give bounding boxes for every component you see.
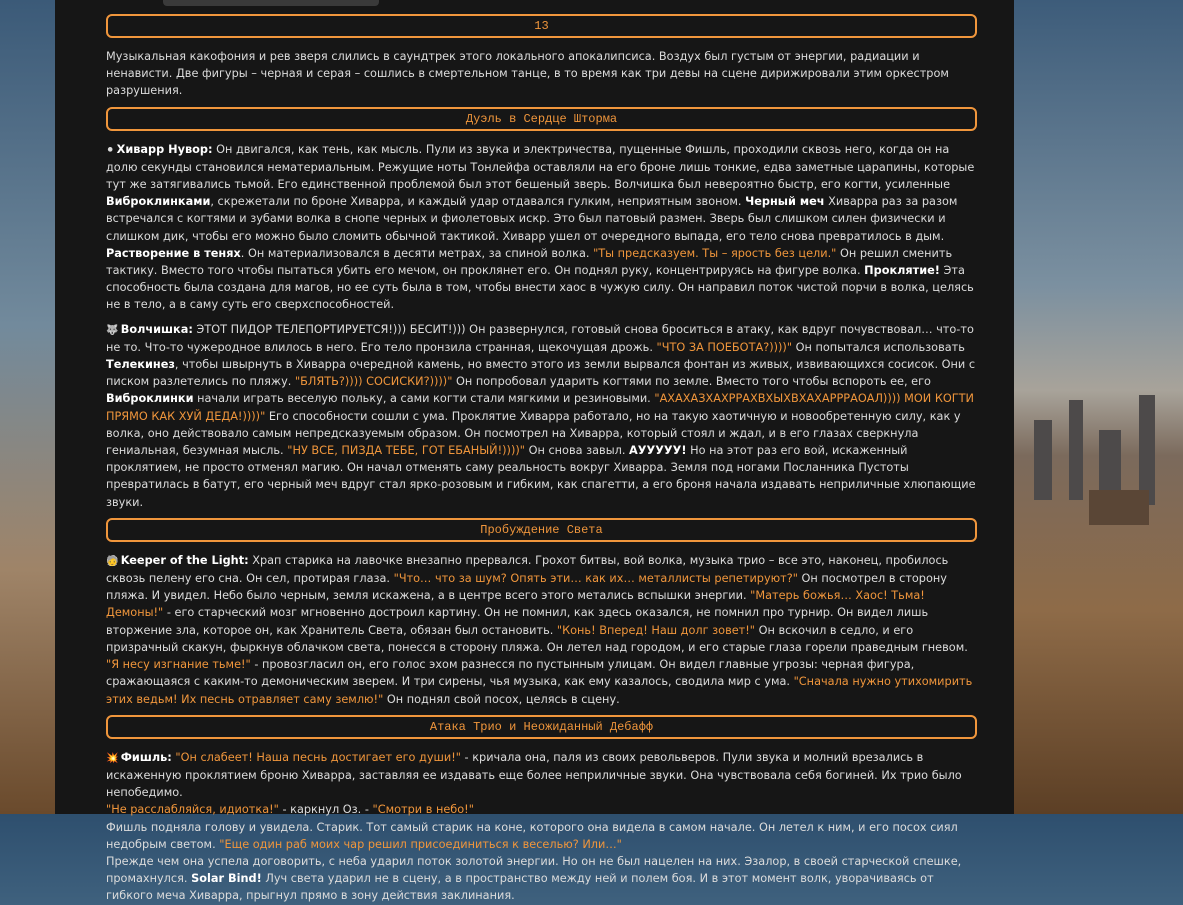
black-circle-icon: ⚫	[106, 144, 115, 156]
quote: "Ты предсказуем. Ты – ярость без цели."	[593, 246, 837, 260]
speaker-name: Keeper of the Light:	[120, 553, 249, 567]
background-left	[0, 0, 55, 814]
rock-formation	[1089, 490, 1149, 525]
quote: "ЧТО ЗА ПОЕБОТА?))))"	[656, 340, 793, 354]
intro-paragraph: Музыкальная какофония и рев зверя слились в саундтрек этого локального апокалипсиса. Воздух был густым от энергии, радиации и ненависти. Две фигуры – черная и серая – сошлись в смертельном танце, в то время как три девы на сцене дирижировали этим оркестром разрушения.	[106, 50, 949, 98]
background-right	[1014, 0, 1183, 814]
speaker-name: Фишль:	[120, 750, 172, 764]
quote: "Матерь божья… Хаос! Тьма! Демоны!"	[106, 589, 925, 620]
section-header-13: 13	[106, 14, 977, 38]
wolf-icon: 🐺	[106, 324, 119, 336]
speaker-name: Волчишка:	[120, 322, 193, 336]
rock-formation	[1069, 400, 1083, 500]
rock-formation	[1034, 420, 1052, 500]
hivarr-paragraph: ⚫ Хиварр Нувор: Он двигался, как тень, как мысль. Пули из звука и электричества, пущенные Фишль, проходили сквозь него, когда он на долю секунды становился нематериальным. Режущие ноты Тонлейфа оставляли на его броне лишь тонкие, едва заметные царапины, которые тут же затягивались тьмой. Его единственной проблемой был этот бешеный зверь. Волчишка был невероятно быстр, его когти, усиленные Виброклинками, скрежетали по броне Хиварра, и каждый удар отдавался гулким, неприятным звоном. Черный меч Хиварра раз за разом встречался с когтями и зубами волка в снопе черных и фиолетовых искр. Это был патовый размен. Зверь был слишком силен физически и слишком дик, чтобы его можно было сломить обычной тактикой. Хиварр ушел от очередного выпада, его тело снова превратилось в дым. Растворение в тенях. Он материализовался в десяти метрах, за спиной волка. "Ты предсказуем. Ты – ярость без цели." Он решил сменить тактику. Вместо того чтобы пытаться убить его мечом, он проклянет его. Он поднял руку, концентрируясь на фигуре волка. Проклятие! Эта способность была создана для магов, но ее суть была в том, чтобы внести хаос в чужую силу. Он направил поток чистой порчи в волка, целясь не в тело, а в саму суть его сверхспособностей.	[106, 142, 975, 312]
section-header-trio: Атака Трио и Неожиданный Дебафф	[106, 715, 977, 739]
section-header-light: Пробуждение Света	[106, 518, 977, 542]
rock-formation	[1139, 395, 1155, 505]
quote: "БЛЯТЬ?)))) СОСИСКИ?))))"	[294, 375, 453, 389]
old-man-icon: 🧓	[106, 555, 119, 567]
top-scroll-tab[interactable]	[163, 0, 379, 6]
speaker-name: Хиварр Нувор:	[116, 142, 213, 156]
quote: "АХАХАЗХАХРРАХВХЫХВХАХАРРРАОАЛ)))) МОИ КОГТИ ПРЯМО КАК ХУЙ ДЕДА!))))"	[106, 392, 974, 423]
quote: "Не расслабляйся, идиотка!"	[106, 803, 279, 817]
quote: "Что… что за шум? Опять эти… как их… металлисты репетируют?"	[393, 572, 798, 586]
quote: "НУ ВСЕ, ПИЗДА ТЕБЕ, ГОТ ЕБАНЫЙ!))))"	[287, 444, 525, 458]
quote: "Смотри в небо!"	[372, 803, 474, 817]
quote: "Еще один раб моих чар решил присоединиться к веселью? Или…"	[219, 837, 622, 851]
fishl-paragraph: 💥 Фишль: "Он слабеет! Наша песнь достигает его души!" - кричала она, паля из своих револьверов. Пули звука и молний врезались в искаженную проклятием броню Хиварра, заставляя ее издавать еще более неприличные звуки. Она чувствовала себя богиней. Их трио было непобедимо. "Не расслабляйся, идиотка!" - каркнул Оз. - "Смотри в небо!" Фишль подняла голову и увидела. Старик. Тот самый старик на коне, которого она видела в самом начале. Он летел к ним, и его посох сиял недобрым светом. "Еще один раб моих чар решил присоединиться к веселью? Или…" Прежде чем она успела договорить, с неба ударил поток золотой энергии. Но он не был нацелен на них. Эзалор, в своей старческой спешке, промахнулся. Solar Bind! Луч света ударил не в сцену, а в пространство между ней и полем боя. И в этот момент волк, уворачиваясь от гибкого меча Хиварра, прыгнул прямо в зону действия заклинания.	[106, 750, 962, 903]
wolf-paragraph: 🐺 Волчишка: ЭТОТ ПИДОР ТЕЛЕПОРТИРУЕТСЯ!))) БЕСИТ!))) Он развернулся, готовый снова броситься в атаку, как вдруг почувствовал… что-то не то. Что-то чужеродное влилось в него. Его тело пронзила странная, щекочущая дрожь. "ЧТО ЗА ПОЕБОТА?))))" Он попытался использовать Телекинез, чтобы швырнуть в Хиварра очередной камень, но вместо этого из земли вырвался фонтан из живых, извивающихся сосисок. Они с писком разлетелись по пляжу. "БЛЯТЬ?)))) СОСИСКИ?))))" Он попробовал ударить когтями по земле. Вместо того чтобы вспороть ее, его Виброклинки начали играть веселую польку, а сами когти стали мягкими и резиновыми. "АХАХАЗХАХРРАХВХЫХВХАХАРРРАОАЛ)))) МОИ КОГТИ ПРЯМО КАК ХУЙ ДЕДА!))))" Его способности сошли с ума. Проклятие Хиварра работало, но на такую хаотичную и новообретенную силу, как у волка, оно действовало самым непредсказуемым образом. Он посмотрел на Хиварра, который стоял и ждал, и в его глазах сверкнула гениальная, безумная мысль. "НУ ВСЕ, ПИЗДА ТЕБЕ, ГОТ ЕБАНЫЙ!))))" Он снова завыл. АУУУУУ! Но на этот раз его вой, искаженный проклятием, не просто отменял магию. Он начал отменять саму реальность вокруг Хиварра. Земля под ногами Посланника Пустоты превратилась в батут, его черный меч вдруг стал ярко-розовым и гибким, как спагетти, а его броня начала издавать неприличные хлюпающие звуки.	[106, 322, 976, 509]
quote: "Я несу изгнание тьме!"	[106, 658, 251, 672]
sparkle-icon: 💥	[106, 752, 119, 764]
story-content	[106, 14, 977, 905]
quote: "Сначала нужно утихомирить этих ведьм! Их песнь отравляет саму землю!"	[106, 675, 973, 706]
section-header-duel: Дуэль в Сердце Шторма	[106, 107, 977, 131]
keeper-paragraph: 🧓 Keeper of the Light: Храп старика на лавочке внезапно прервался. Грохот битвы, вой волка, музыка трио – все это, наконец, пробилось сквозь пелену его сна. Он сел, протирая глаза. "Что… что за шум? Опять эти… как их… металлисты репетируют?" Он посмотрел в сторону пляжа. И увидел. Небо было черным, земля искажена, а в центре всего этого метались вспышки энергии. "Матерь божья… Хаос! Тьма! Демоны!" - его старческий мозг мгновенно дострoил картину. Он не помнил, как здесь оказался, не помнил про турнир. Он видел лишь вторжение зла, которое он, как Хранитель Света, обязан был остановить. "Конь! Вперед! Наш долг зовет!" Он вскочил в седло, и его призрачный скакун, фыркнув облачком света, понесся в сторону пляжа. Он летел над городом, и его старые глаза горели праведным гневом. "Я несу изгнание тьме!" - провозгласил он, его голос эхом разнесся по пустынным улицам. Он видел главные угрозы: черная фигура, сражающаяся с каким-то демоническим зверем. И три сирены, чья музыка, как ему казалось, сводила мир с ума. "Сначала нужно утихомирить этих ведьм! Их песнь отравляет саму землю!" Он поднял свой посох, целясь в сцену.	[106, 553, 973, 706]
quote: "Он слабеет! Наша песнь достигает его души!"	[175, 750, 461, 764]
quote: "Конь! Вперед! Наш долг зовет!"	[556, 623, 755, 637]
